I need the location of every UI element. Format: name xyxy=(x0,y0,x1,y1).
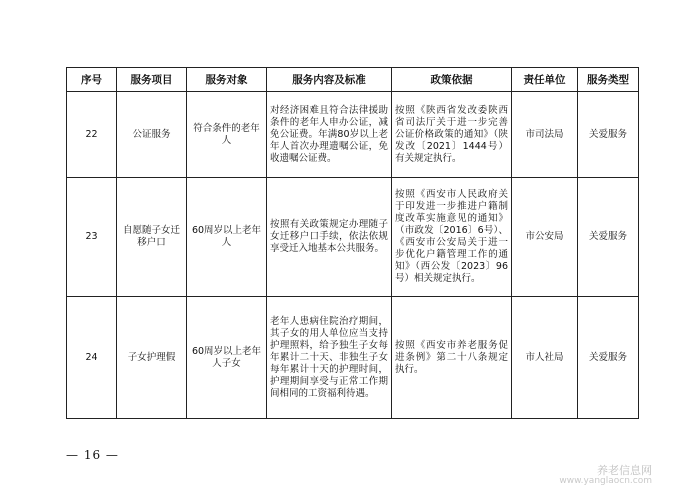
cell-content: 对经济困难且符合法律援助条件的老年人申办公证，减免公证费。年满80岁以上老年人首次办理遗嘱公证，免收遗嘱公证费。 xyxy=(267,92,392,178)
cell-target: 60周岁以上老年人 xyxy=(187,178,267,297)
cell-content: 老年人患病住院治疗期间，其子女的用人单位应当支持护理照料，给予独生子女每年累计二十天、非独生子女每年累计十天的护理时间，护理期间享受与正常工作期间相同的工资福利待遇。 xyxy=(267,297,392,419)
table-row xyxy=(67,92,639,178)
cell-type: 关爱服务 xyxy=(578,297,639,419)
cell-no: 24 xyxy=(67,297,117,419)
cell-no: 22 xyxy=(67,92,117,178)
header-policy: 政策依据 xyxy=(392,68,512,92)
table-bottom-rule xyxy=(67,419,639,424)
table-header-row xyxy=(67,68,639,92)
cell-target: 60周岁以上老年人子女 xyxy=(187,297,267,419)
table-row xyxy=(67,178,639,297)
cell-policy: 按照《西安市人民政府关于印发进一步推进户籍制度改革实施意见的通知》（市政发〔2016〕6号）、《西安市公安局关于进一步优化户籍管理工作的通知》（西公发〔2023〕96号）相关规定执行。 xyxy=(392,178,512,297)
cell-unit: 市公安局 xyxy=(512,178,578,297)
cell-content: 按照有关政策规定办理随子女迁移户口手续，依法依规享受迁入地基本公共服务。 xyxy=(267,178,392,297)
cell-target: 符合条件的老年人 xyxy=(187,92,267,178)
header-item: 服务项目 xyxy=(117,68,187,92)
watermark-url: www.yanglaocn.com xyxy=(559,476,652,486)
cell-policy: 按照《西安市养老服务促进条例》第二十八条规定执行。 xyxy=(392,297,512,419)
cell-item: 自愿随子女迁移户口 xyxy=(117,178,187,297)
header-type: 服务类型 xyxy=(578,68,639,92)
cell-no: 23 xyxy=(67,178,117,297)
header-unit: 责任单位 xyxy=(512,68,578,92)
cell-unit: 市人社局 xyxy=(512,297,578,419)
cell-type: 关爱服务 xyxy=(578,178,639,297)
table-row xyxy=(67,297,639,419)
header-content: 服务内容及标准 xyxy=(267,68,392,92)
header-no: 序号 xyxy=(67,68,117,92)
watermark-text: 养老信息网 xyxy=(597,464,652,477)
watermark xyxy=(559,466,652,486)
cell-item: 子女护理假 xyxy=(117,297,187,419)
cell-unit: 市司法局 xyxy=(512,92,578,178)
cell-policy: 按照《陕西省发改委陕西省司法厅关于进一步完善公证价格政策的通知》（陕发改〔2021〕1444号）有关规定执行。 xyxy=(392,92,512,178)
services-table xyxy=(66,67,639,423)
header-target: 服务对象 xyxy=(187,68,267,92)
page-number: — 16 — xyxy=(66,448,119,462)
cell-item: 公证服务 xyxy=(117,92,187,178)
cell-type: 关爱服务 xyxy=(578,92,639,178)
